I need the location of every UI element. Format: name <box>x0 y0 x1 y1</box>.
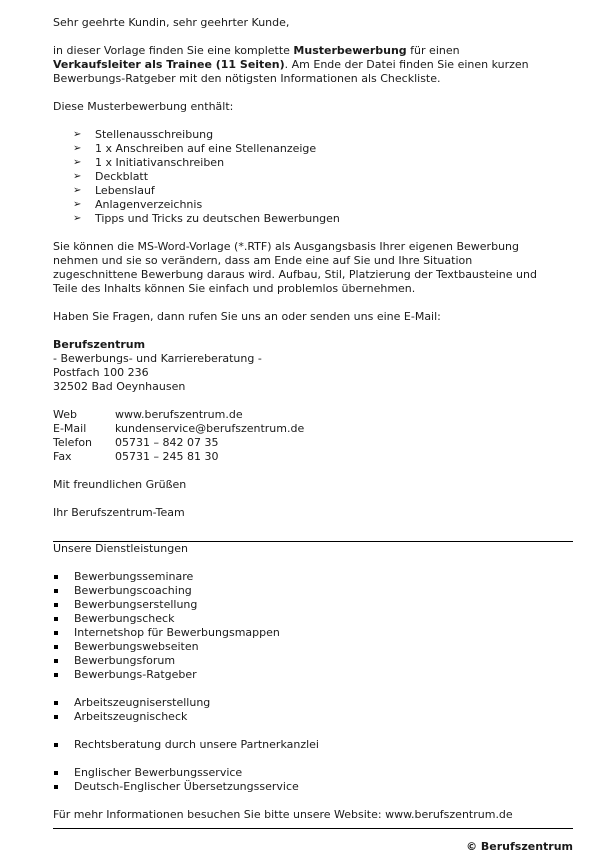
list-item <box>73 212 573 226</box>
square-bullet-icon <box>54 743 58 747</box>
copyright-notice: © Berufszentrum <box>466 840 573 853</box>
list-item-label: Bewerbungscoaching <box>74 584 192 597</box>
square-bullet-icon <box>54 645 58 649</box>
body-line: Sie können die MS-Word-Vorlage (*.RTF) als Ausgangsbasis Ihrer eigenen Bewerbung <box>53 240 519 253</box>
list-item <box>53 738 573 752</box>
list-item <box>53 696 573 710</box>
contact-label: Telefon <box>53 436 93 449</box>
services-list-english <box>53 766 573 794</box>
arrow-bullet-icon: ➢ <box>73 185 82 196</box>
square-bullet-icon <box>54 673 58 677</box>
body-line: nehmen und sie so verändern, dass am Ende eine auf Sie und Ihre Situation <box>53 254 473 267</box>
list-item <box>53 598 573 612</box>
list-item <box>73 184 573 198</box>
contact-label: Fax <box>53 450 72 463</box>
table-row <box>53 450 304 464</box>
list-item <box>73 156 573 170</box>
services-list-references <box>53 696 573 724</box>
list-item-label: 1 x Initiativanschreiben <box>95 156 225 169</box>
questions-line: Haben Sie Fragen, dann rufen Sie uns an oder senden uns eine E-Mail: <box>53 310 441 323</box>
square-bullet-icon <box>54 701 58 705</box>
square-bullet-icon <box>54 589 58 593</box>
list-item <box>53 584 573 598</box>
list-item-label: Anlagenverzeichnis <box>95 198 203 211</box>
table-row <box>53 436 304 450</box>
square-bullet-icon <box>54 715 58 719</box>
list-item <box>53 780 573 794</box>
square-bullet-icon <box>54 631 58 635</box>
table-row <box>53 408 304 422</box>
list-item-label: Tipps und Tricks zu deutschen Bewerbungen <box>95 212 340 225</box>
list-item-label: Bewerbungsforum <box>74 654 176 667</box>
list-item <box>53 668 573 682</box>
list-item-label: Arbeitszeugniserstellung <box>74 696 211 709</box>
list-item-label: Internetshop für Bewerbungsmappen <box>74 626 280 639</box>
contact-web-link[interactable]: www.berufszentrum.de <box>115 408 243 421</box>
contact-fax: 05731 – 245 81 30 <box>115 450 219 463</box>
intro-text-3: . Am Ende der Datei finden Sie einen kurzen <box>284 58 529 71</box>
list-item <box>73 142 573 156</box>
intro-paragraph <box>53 44 573 86</box>
list-item-label: 1 x Anschreiben auf eine Stellenanzeige <box>95 142 317 155</box>
list-item <box>73 198 573 212</box>
list-item-label: Stellenausschreibung <box>95 128 214 141</box>
letter-page <box>53 16 573 829</box>
contents-list <box>53 128 573 226</box>
contact-table <box>53 408 304 464</box>
contents-heading: Diese Musterbewerbung enthält: <box>53 100 234 113</box>
list-item-label: Deckblatt <box>95 170 149 183</box>
list-item-label: Bewerbungserstellung <box>74 598 198 611</box>
contact-email-link[interactable]: kundenservice@berufszentrum.de <box>115 422 305 435</box>
more-info-line: Für mehr Informationen besuchen Sie bitte unsere Website: www.berufszentrum.de <box>53 808 513 821</box>
arrow-bullet-icon: ➢ <box>73 171 82 182</box>
intro-text-2: für einen <box>406 44 460 57</box>
square-bullet-icon <box>54 603 58 607</box>
arrow-bullet-icon: ➢ <box>73 199 82 210</box>
body-line: Teile des Inhalts können Sie einfach und problemlos übernehmen. <box>53 282 416 295</box>
greeting: Sehr geehrte Kundin, sehr geehrter Kunde, <box>53 16 290 29</box>
list-item <box>53 570 573 584</box>
table-row <box>53 422 304 436</box>
contact-label: E-Mail <box>53 422 87 435</box>
contact-phone: 05731 – 842 07 35 <box>115 436 219 449</box>
intro-bold-1: Musterbewerbung <box>293 44 407 57</box>
list-item <box>53 710 573 724</box>
list-item-label: Bewerbungswebseiten <box>74 640 199 653</box>
body-line: zugeschnittene Bewerbung daraus wird. Aufbau, Stil, Platzierung der Textbausteine und <box>53 268 537 281</box>
services-heading: Unsere Dienstleistungen <box>53 542 188 555</box>
divider-bottom <box>53 828 573 829</box>
contact-label: Web <box>53 408 77 421</box>
org-name <box>53 338 573 352</box>
list-item-label: Lebenslauf <box>95 184 155 197</box>
list-item-label: Englischer Bewerbungsservice <box>74 766 243 779</box>
intro-text-1: in dieser Vorlage finden Sie eine komplette <box>53 44 294 57</box>
org-tagline: - Bewerbungs- und Karriereberatung - <box>53 352 262 365</box>
list-item-label: Bewerbungs-Ratgeber <box>74 668 197 681</box>
arrow-bullet-icon: ➢ <box>73 157 82 168</box>
list-item-label: Bewerbungsseminare <box>74 570 194 583</box>
square-bullet-icon <box>54 617 58 621</box>
list-item <box>53 612 573 626</box>
arrow-bullet-icon: ➢ <box>73 143 82 154</box>
list-item-label: Bewerbungscheck <box>74 612 175 625</box>
list-item <box>53 766 573 780</box>
square-bullet-icon <box>54 659 58 663</box>
list-item <box>73 170 573 184</box>
org-name-text: Berufszentrum <box>53 338 146 351</box>
arrow-bullet-icon: ➢ <box>73 213 82 224</box>
org-address-line: Postfach 100 236 <box>53 366 149 379</box>
intro-text-4: Bewerbungs-Ratgeber mit den nötigsten Informationen als Checkliste. <box>53 72 441 85</box>
services-list-legal <box>53 738 573 752</box>
list-item <box>73 128 573 142</box>
square-bullet-icon <box>54 785 58 789</box>
list-item <box>53 654 573 668</box>
closing: Mit freundlichen Grüßen <box>53 478 187 491</box>
list-item <box>53 640 573 654</box>
intro-bold-2: Verkaufsleiter als Trainee (11 Seiten) <box>53 58 285 71</box>
list-item-label: Arbeitszeugnischeck <box>74 710 188 723</box>
list-item <box>53 626 573 640</box>
list-item-label: Rechtsberatung durch unsere Partnerkanzlei <box>74 738 319 751</box>
org-address-line: 32502 Bad Oeynhausen <box>53 380 186 393</box>
services-list-main <box>53 570 573 682</box>
arrow-bullet-icon: ➢ <box>73 129 82 140</box>
square-bullet-icon <box>54 575 58 579</box>
signature: Ihr Berufszentrum-Team <box>53 506 185 519</box>
list-item-label: Deutsch-Englischer Übersetzungsservice <box>74 780 299 793</box>
body-paragraph <box>53 240 573 296</box>
square-bullet-icon <box>54 771 58 775</box>
